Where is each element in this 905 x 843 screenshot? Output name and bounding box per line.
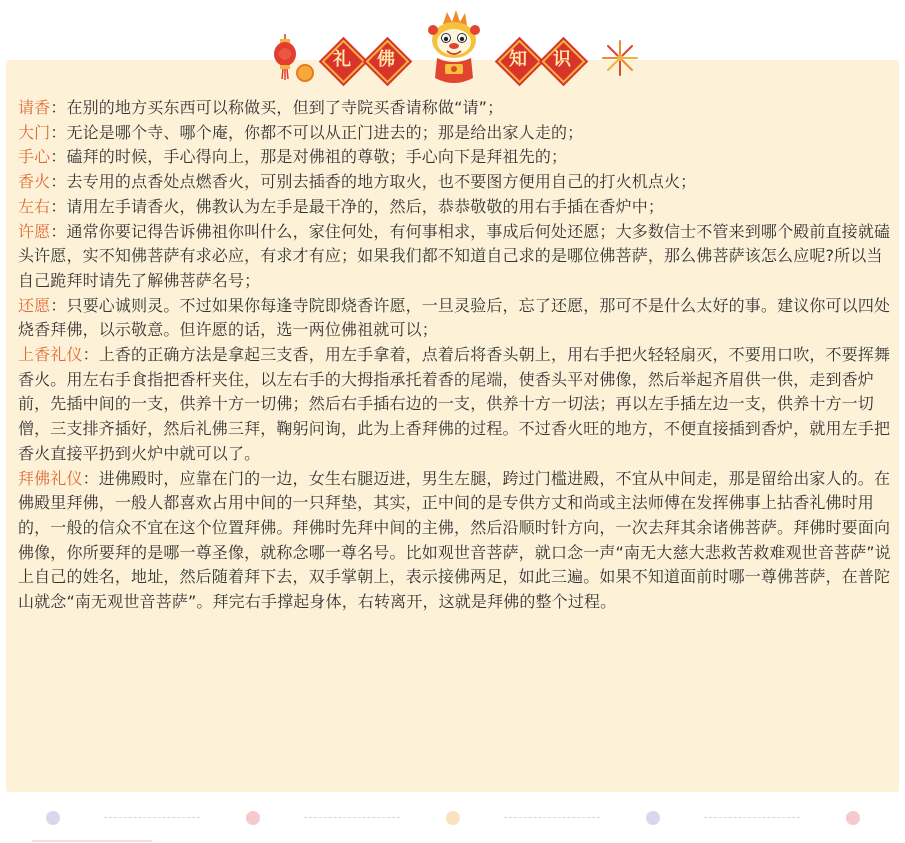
footer-dash	[704, 817, 800, 818]
title-char: 知	[509, 49, 527, 70]
coin-icon	[296, 64, 314, 82]
lion-mascot-icon	[425, 10, 483, 86]
entry-term: 手心	[18, 147, 51, 167]
entry-text: ：去专用的点香处点燃香火，可别去插香的地方取火，也不要图方便用自己的打火机点火；	[50, 172, 697, 192]
footer-dash	[504, 817, 600, 818]
entry-term: 上香礼仪	[18, 345, 83, 365]
entry-text: ：只要心诚则灵。不过如果你每逢寺院即烧香许愿，一旦灵验后，忘了还愿，那可不是什么太好的事。建议你可以四处烧香拜佛，以示敬意。但许愿的话，选一两位佛祖就可以；	[18, 295, 891, 340]
entry-shouxin	[18, 145, 894, 170]
entry-xuyuan	[18, 220, 894, 294]
entry-term: 大门	[18, 122, 51, 142]
entry-qingxiang	[18, 96, 894, 121]
entry-baifo	[18, 467, 894, 615]
title-tile-3	[500, 42, 536, 78]
footer-dash	[304, 817, 400, 818]
firework-icon	[600, 38, 640, 78]
entry-text: ：磕拜的时候，手心得向上，那是对佛祖的尊敬；手心向下是拜祖先的；	[50, 147, 568, 167]
lantern-icon	[272, 34, 298, 80]
footer-dot	[846, 811, 860, 825]
entry-term: 香火	[18, 172, 51, 192]
entry-term: 许愿	[18, 221, 51, 241]
title-char: 佛	[377, 49, 395, 70]
title-tile-1	[324, 42, 360, 78]
entry-text: ：请用左手请香火，佛教认为左手是最干净的，然后，恭恭敬敬的用右手插在香炉中；	[50, 196, 665, 216]
entry-term: 请香	[18, 98, 51, 117]
footer-dot	[246, 811, 260, 825]
title-tile-4	[544, 42, 580, 78]
entry-xianghuo	[18, 170, 894, 195]
entry-zuoyou	[18, 195, 894, 220]
entry-term: 还愿	[18, 295, 51, 315]
title-char: 礼	[333, 49, 351, 70]
entry-huanyuan	[18, 294, 894, 343]
header	[0, 0, 905, 92]
footer-dot	[46, 811, 60, 825]
title-char: 识	[553, 49, 571, 70]
entry-damen	[18, 121, 894, 146]
footer-dot	[446, 811, 460, 825]
entry-text: ：通常你要记得告诉佛祖你叫什么，家住何处，有何事相求，事成后何处还愿；大多数信士不管来到哪个殿前直接就磕头许愿，实不知佛菩萨有求必应，有求才有应；如果我们都不知道自己求的是哪位佛菩萨，那么佛菩萨该怎么应呢?所以当自己跪拜时请先了解佛菩萨名号；	[18, 221, 891, 290]
footer-decoration	[0, 800, 905, 843]
entry-text: ：进佛殿时，应靠在门的一边，女生右腿迈进，男生左腿，跨过门槛进殿，不宜从中间走，那是留给出家人的。在佛殿里拜佛，一般人都喜欢占用中间的一只拜垫，其实，正中间的是专供方丈和尚或主法师傅在发挥佛事上拈香礼佛时用的，一般的信众不宜在这个位置拜佛。拜佛时先拜中间的主佛，然后沿顺时针方向，一次去拜其余诸佛菩萨。拜佛时要面向佛像，你所要拜的是哪一尊圣像，就称念哪一尊名号。比如观世音菩萨，就口念一声“南无大慈大悲救苦救难观世音菩萨”说上自己的姓名，地址，然后随着拜下去，双手掌朝上，表示接佛两足，如此三遍。如果不知道面前时哪一尊佛菩萨，在普陀山就念“南无观世音菩萨”。拜完右手撑起身体，右转离开，这就是拜佛的整个过程。	[18, 468, 891, 612]
footer-dot	[646, 811, 660, 825]
entry-text: ：无论是哪个寺、哪个庵，你都不可以从正门进去的；那是给出家人走的；	[50, 122, 584, 142]
footer-strip	[32, 840, 152, 842]
entry-shangxiang	[18, 343, 894, 467]
entry-text: ：在别的地方买东西可以称做买，但到了寺院买香请称做“请”；	[50, 98, 504, 117]
etiquette-list	[18, 96, 894, 615]
footer-dash	[104, 817, 200, 818]
entry-term: 拜佛礼仪	[18, 468, 83, 488]
entry-text: ：上香的正确方法是拿起三支香，用左手拿着，点着后将香头朝上，用右手把火轻轻扇灭，不要用口吹，不要挥舞香火。用左右手食指把香杆夹住，以左右手的大拇指承托着香的尾端，使香头平对佛像，然后举起齐眉供一供，走到香炉前，先插中间的一支，供养十方一切佛；然后右手插右边的一支，供养十方一切法；再以左手插左边一支，供养十方一切僧，三支排齐插好，然后礼佛三拜，鞠躬问询，此为上香拜佛的过程。不过香火旺的地方，不便直接插到香炉，就用左手把香火直接平扔到火炉中就可以了。	[18, 345, 891, 463]
entry-term: 左右	[18, 196, 51, 216]
title-tile-2	[368, 42, 404, 78]
